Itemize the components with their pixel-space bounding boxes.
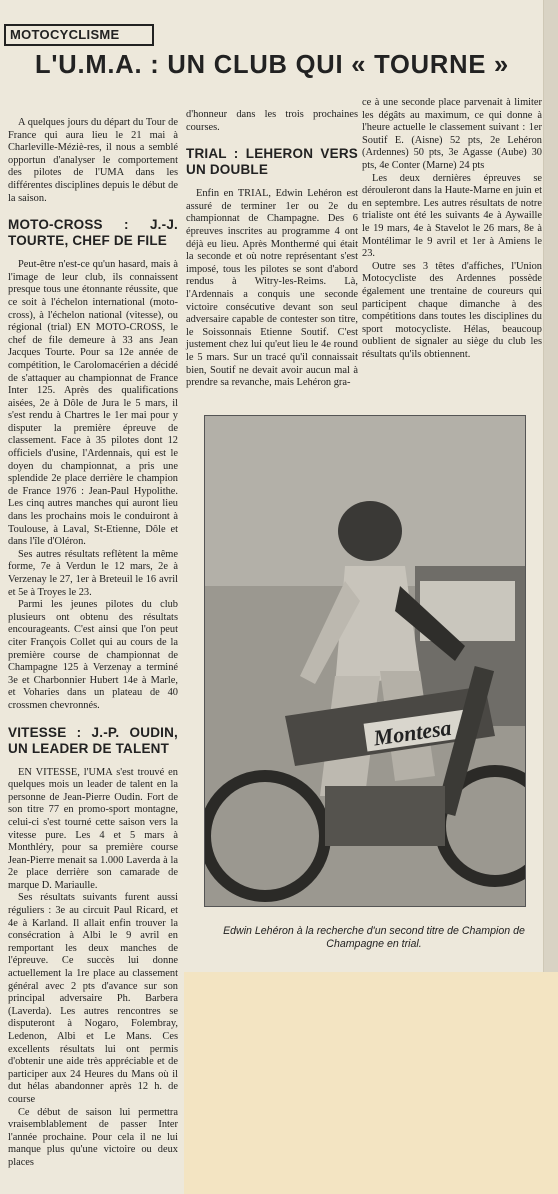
article-headline: L'U.M.A. : UN CLUB QUI « TOURNE » xyxy=(34,51,509,79)
vitesse-paragraph: Ses résultats suivants furent aussi réguliers : 3e au circuit Paul Ricard, et 4e à Karland. Il allait enfin trouver la consécration à Albi le 9 avril en remportant les deux manches de l'épreuve. Ce succès lui donne actuellement la 1re place au classement général avec 2 pts d'avance sur son principal adversaire Ph. Barbera (Laverda). Les autres rencontres se disputeront à Nogaro, Folembray, Ledenon, Albi et Le Mans. Ces excellents résultats lui ont permis d'obtenir une aide très appréciable et de participer aux 24 Heures du Mans où il dut hélas abandonner après 12 h. de course xyxy=(8,892,178,1105)
motocross-heading: MOTO-CROSS : J.-J. TOURTE, CHEF DE FILE xyxy=(8,217,178,249)
col3-paragraph: Outre ses 3 têtes d'affiches, l'Union Motocycliste des Ardennes possède également une trentaine de coureurs qui participent chaque dimanche à des compétitions dans toutes les disciplines du sport motocycliste. Hélas, beaucoup oublient de signaler au siège du club les résultats qu'ils obtiennent. xyxy=(362,260,542,360)
bike-brand-label: Montesa xyxy=(371,714,453,751)
motocross-paragraph: Ses autres résultats reflètent la même forme, 7e à Verdun le 12 mars, 2e à Verzenay le 27, 1er à Breteuil le 16 avril et 5e à Troyes le 23. xyxy=(8,548,178,598)
paper-backing xyxy=(184,972,558,1194)
col3-paragraph: ce à une seconde place parvenait à limiter les dégâts au maximum, ce qui donne à l'heure actuelle le classement suivant : 1er Soutif E. (Aisne) 52 pts, 2e Lehéron (Ardennes) 50 pts, 3e Agasse (Aube) 30 pts, 4e Conter (Marne) 24 pts xyxy=(362,97,542,171)
column-2 xyxy=(186,109,358,390)
column-3 xyxy=(362,97,542,361)
photo-caption: Edwin Lehéron à la recherche d'un second titre de Champion de Champagne en trial. xyxy=(223,925,525,950)
col3-paragraph: Les deux dernières épreuves se dérouleront dans la Haute-Marne en juin et en septembre. Les autres résultats de notre trialiste ont été les suivants 4e à Aywaille le 19 mars, 4e à Stavelot le 26 mars, 8e à Montélimar le 9 avril et 1er à Amiens le 23. xyxy=(362,172,542,260)
trial-heading: TRIAL : LEHERON VERS UN DOUBLE xyxy=(186,146,358,178)
column-1 xyxy=(8,117,178,1170)
vitesse-heading: VITESSE : J.-P. OUDIN, UN LEADER DE TALENT xyxy=(8,724,178,756)
vitesse-paragraph: EN VITESSE, l'UMA s'est trouvé en quelques mois un leader de talent en la personne de Jean-Pierre Oudin. Fort de son titre 77 en promo-sport montagne, celui-ci s'est tourné cette saison vers la vitesse pure. Les 4 et 5 mars à Monthléry, pour sa première course Jean-Pierre menait sa 1.000 Laverda à la 2e place derrière son camarade de marque D. Mariaulle. xyxy=(8,766,178,891)
vitesse-paragraph: Ce début de saison lui permettra vraisemblablement de passer Inter l'année prochaine. Pour cela il ne lui manque plus qu'une victoire ou deux places xyxy=(8,1106,178,1168)
motocross-paragraph: Peut-être n'est-ce qu'un hasard, mais à l'image de leur club, ils connaissent presque tous une étonnante réussite, que ce soit à l'échelon international (moto-cross), à l'échelon national (vitesse), ou régional (trial) EN MOTO-CROSS, le chef de file demeure à 33 ans Jean Jacques Tourte. Pour sa 12e année de compétition, le Carolomacérien a décidé de s'attaquer au championnat de France Inter 125. Après des qualifications aisées, 2e à Dôle de Jura le 5 mars, il s'est rendu à Chartres le 1er mai pour y disputer la première épreuve de classement. Face à 35 pilotes dont 12 officiels d'usine, l'Ardennais, qui est le doyen du championnat, a pris une splendide 2e place derrière le champion de France 1976 : Jean-Paul Hypolithe. Les cinq autres manches qui auront lieu dans les prochains mois le conduiront à Toulouse, à Laval, St-Etienne, Dôle et dans l'île d'Oléron. xyxy=(8,259,178,548)
trial-rider-photo xyxy=(204,415,526,907)
trial-paragraph: Enfin en TRIAL, Edwin Lehéron est assuré de terminer 1er ou 2e du championnat de Champagne. Des 6 épreuves inscrites au programme 4 ont déjà eu lieu. Après Monthermé qui était la seconde et où notre représentant s'est imposé, tous les pilotes se sont d'abord rendus à Witry-les-Reims. Là, l'Ardennais a conquis une seconde victoire consécutive devant son seul adversaire capable de contester son titre, le Soissonnais Etienne Soutif. C'est justement chez lui qu'eut lieu le 4e round le 5 mars. Sur un tracé qu'il connaissait bien, Soutif ne devait avoir aucun mal à prendre sa revanche, mais Lehéron gra- xyxy=(186,188,358,389)
intro-paragraph: A quelques jours du départ du Tour de France qui aura lieu le 21 mai à Charleville-Méziè-res, il nous a semblé opportun d'analyser le comportement des pilotes de l'UMA dans les différentes disciplines depuis le début de la saison. xyxy=(8,117,178,204)
section-rubric: MOTOCYCLISME xyxy=(4,24,154,46)
motocross-paragraph: Parmi les jeunes pilotes du club plusieurs ont obtenu des résultats encourageants. C'est ainsi que l'on peut citer François Collet qui au cours de la première course de championnat de Champagne 125 à Verzenay a terminé 3e et Charbonnier Hubert 14e à Marle, et Voharies dans un plateau de 40 crossmen chevronnés. xyxy=(8,599,178,711)
rider-illustration xyxy=(205,416,525,906)
continued-text: d'honneur dans les trois prochaines courses. xyxy=(186,109,358,133)
